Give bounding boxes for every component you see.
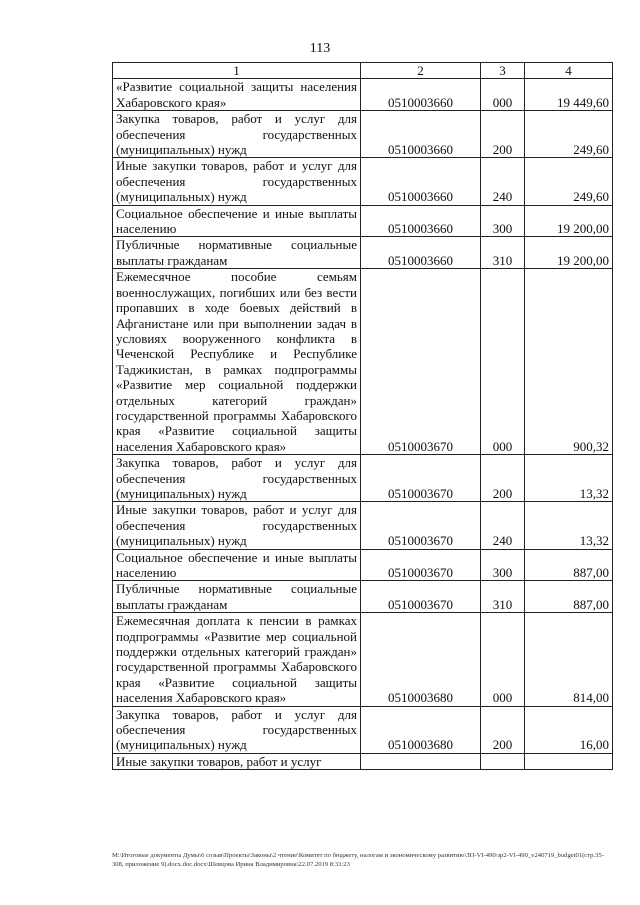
row-target-code: 0510003670 (361, 549, 481, 581)
row-amount: 19 449,60 (525, 79, 613, 111)
column-header-kind: 3 (481, 63, 525, 79)
table-row (113, 79, 613, 111)
row-description: Публичные нормативные социальные выплаты гражданам (113, 237, 361, 269)
row-target-code: 0510003680 (361, 706, 481, 753)
row-expense-kind: 300 (481, 549, 525, 581)
table-row (113, 237, 613, 269)
row-amount: 887,00 (525, 581, 613, 613)
row-description: Ежемесячное пособие семьям военнослужащих, погибших или без вести пропавших в ходе боевых действий в Афганистане или при выполнении задач в условиях вооруженного конфликта в Чеченской Республике и Республике Таджикистан, в рамках подпрограммы «Развитие мер социальной поддержки отдельных категорий граждан» государственной программы Хабаровского края «Развитие социальной защиты населения Хабаровского края» (113, 269, 361, 455)
row-target-code: 0510003680 (361, 613, 481, 706)
table-row (113, 111, 613, 158)
table-row (113, 706, 613, 753)
row-amount: 249,60 (525, 158, 613, 205)
row-amount: 249,60 (525, 111, 613, 158)
column-header-amount: 4 (525, 63, 613, 79)
row-expense-kind: 300 (481, 205, 525, 237)
table-row (113, 158, 613, 205)
column-header-description: 1 (113, 63, 361, 79)
row-amount: 814,00 (525, 613, 613, 706)
row-amount: 13,32 (525, 455, 613, 502)
row-description: Иные закупки товаров, работ и услуг для обеспечения государственных (муниципальных) нужд (113, 502, 361, 549)
row-description: Социальное обеспечение и иные выплаты населению (113, 549, 361, 581)
row-description: Закупка товаров, работ и услуг для обеспечения государственных (муниципальных) нужд (113, 706, 361, 753)
row-description: Публичные нормативные социальные выплаты гражданам (113, 581, 361, 613)
row-expense-kind: 200 (481, 706, 525, 753)
row-description: Иные закупки товаров, работ и услуг для обеспечения государственных (муниципальных) нужд (113, 158, 361, 205)
row-expense-kind: 240 (481, 158, 525, 205)
row-amount: 16,00 (525, 706, 613, 753)
row-expense-kind (481, 753, 525, 769)
table-row (113, 205, 613, 237)
row-amount: 19 200,00 (525, 237, 613, 269)
table-header-row (113, 63, 613, 79)
row-description: Закупка товаров, работ и услуг для обеспечения государственных (муниципальных) нужд (113, 455, 361, 502)
row-amount: 887,00 (525, 549, 613, 581)
table-row (113, 455, 613, 502)
row-target-code: 0510003670 (361, 581, 481, 613)
row-target-code (361, 753, 481, 769)
row-expense-kind: 200 (481, 455, 525, 502)
row-expense-kind: 000 (481, 79, 525, 111)
table-row (113, 581, 613, 613)
table-row (113, 502, 613, 549)
table-body (113, 79, 613, 770)
row-amount: 19 200,00 (525, 205, 613, 237)
row-description: Закупка товаров, работ и услуг для обеспечения государственных (муниципальных) нужд (113, 111, 361, 158)
budget-table (112, 62, 613, 770)
table-row (113, 549, 613, 581)
row-target-code: 0510003670 (361, 502, 481, 549)
table-row (113, 753, 613, 769)
row-amount: 900,32 (525, 269, 613, 455)
row-target-code: 0510003670 (361, 269, 481, 455)
row-target-code: 0510003660 (361, 158, 481, 205)
row-amount (525, 753, 613, 769)
row-expense-kind: 240 (481, 502, 525, 549)
row-expense-kind: 000 (481, 269, 525, 455)
row-expense-kind: 310 (481, 237, 525, 269)
row-description: «Развитие социальной защиты населения Хабаровского края» (113, 79, 361, 111)
row-target-code: 0510003660 (361, 205, 481, 237)
row-target-code: 0510003660 (361, 79, 481, 111)
file-path-footer: M:\Итоговые документы Думы\6 созыв\Проекты\Законы\2 чтение\Комитет по бюджету, налогам и экономическому развитию\ЗП-VI-490\зр2-VI-490_v240719_budget01(стр.35-308, приложение 9).docx.doc.docx\Шевцова Ирина Владимировна\22.07.2019 8:33:23 (112, 852, 604, 868)
page-number: 113 (309, 41, 331, 56)
row-description: Иные закупки товаров, работ и услуг (113, 753, 361, 769)
row-description: Социальное обеспечение и иные выплаты населению (113, 205, 361, 237)
column-header-code: 2 (361, 63, 481, 79)
row-target-code: 0510003670 (361, 455, 481, 502)
row-target-code: 0510003660 (361, 237, 481, 269)
row-target-code: 0510003660 (361, 111, 481, 158)
row-amount: 13,32 (525, 502, 613, 549)
row-expense-kind: 200 (481, 111, 525, 158)
table-row (113, 269, 613, 455)
row-expense-kind: 000 (481, 613, 525, 706)
table-row (113, 613, 613, 706)
row-expense-kind: 310 (481, 581, 525, 613)
row-description: Ежемесячная доплата к пенсии в рамках подпрограммы «Развитие мер социальной поддержки отдельных категорий граждан» государственной программы Хабаровского края «Развитие социальной защиты населения Хабаровского края» (113, 613, 361, 706)
